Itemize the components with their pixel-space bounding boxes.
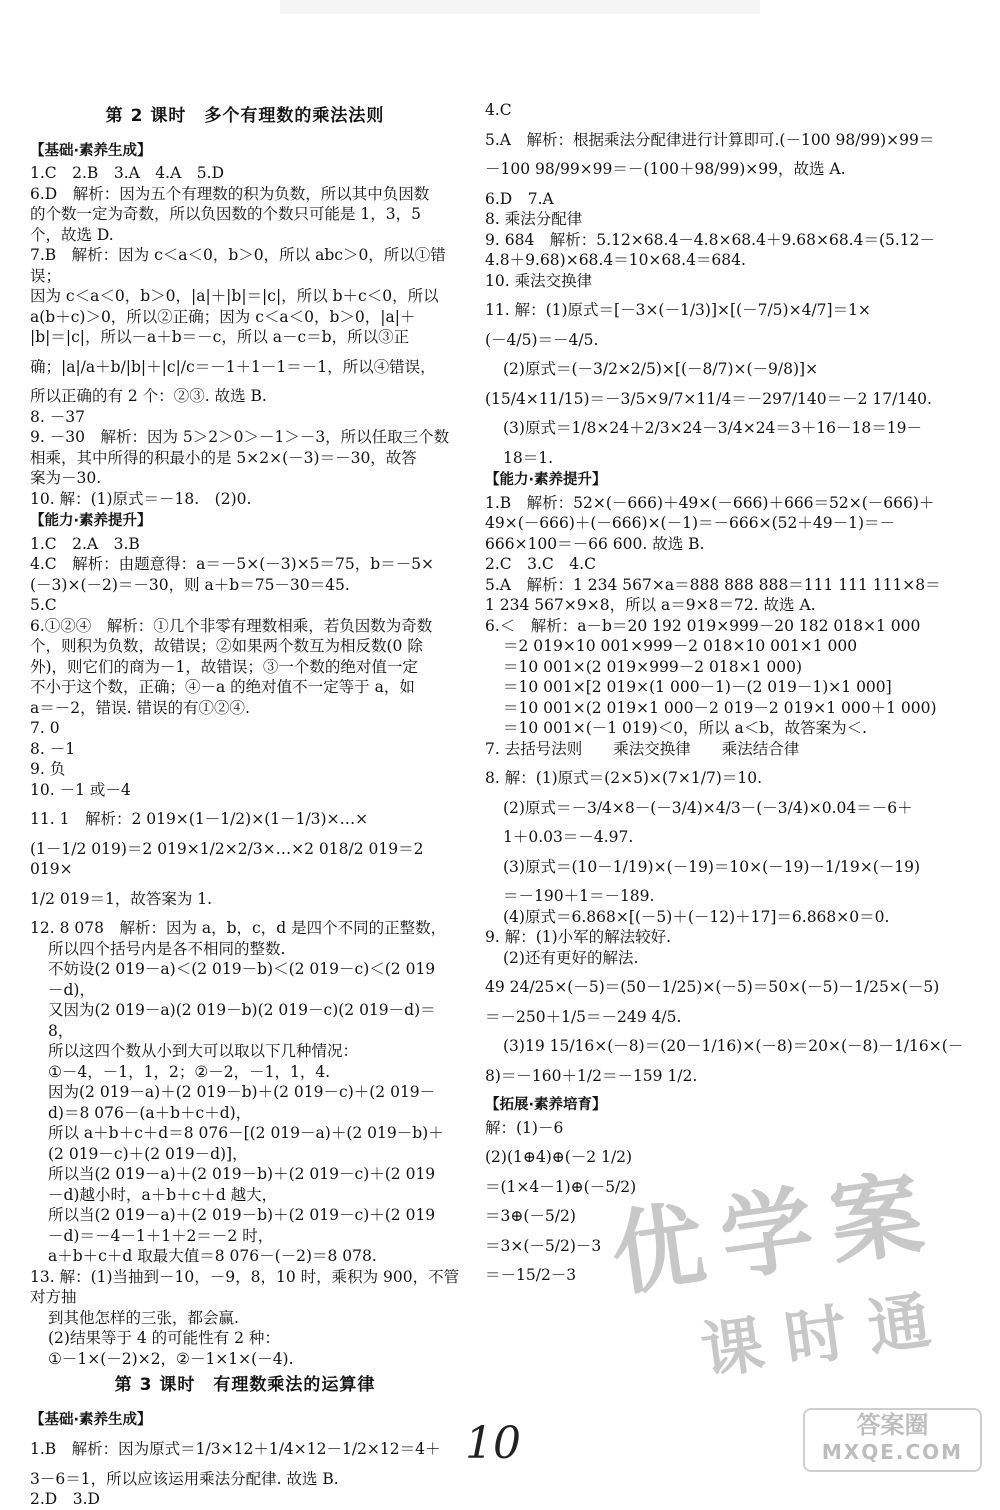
answer-line: 所以当(2 019－a)＋(2 019－b)＋(2 019－c)＋(2 019: [48, 1206, 436, 1224]
answer-line: 10. 乘法交换律: [485, 271, 593, 290]
answer-line: 49×(－666)＋(－666)×(－1)＝－666×(52＋49－1)＝－: [485, 514, 895, 532]
answer-line: 10. －1 或－4: [30, 780, 131, 799]
answer-line: a(b＋c)＞0，所以②正确；因为 c＜a＜0，b＞0，|a|＋: [30, 307, 416, 326]
logo-text: 答案圈: [856, 1411, 929, 1439]
answer-line: ＝－15/2－3: [485, 1266, 577, 1284]
answer-line: 666×100＝－66 600. 故选 B.: [485, 534, 705, 553]
watermark-title: 优学案: [605, 1156, 947, 1310]
answer-line: 6.①②④ 解析：①几个非零有理数相乘，若负因数为奇数: [30, 616, 433, 635]
answer-line: 因为 c＜a＜0，b＞0，|a|＋|b|＝|c|，所以 b＋c＜0，所以: [30, 287, 439, 305]
answer-line: －d)，: [48, 980, 95, 999]
answer-line: 13. 解：(1)当抽到－10，－9，8，10 时，乘积为 900，不管对方抽: [30, 1267, 460, 1306]
answer-line: 6.D 7.A: [485, 189, 554, 208]
answer-line: 7. 0: [30, 719, 60, 737]
answer-line: d)＝8 076－(a＋b＋c＋d)，: [48, 1103, 252, 1122]
answer-line: －d)越小时，a＋b＋c＋d 越大，: [48, 1185, 278, 1204]
site-logo: [803, 1408, 982, 1472]
answer-line: 所以当(2 019－a)＋(2 019－b)＋(2 019－c)＋(2 019: [48, 1165, 436, 1183]
answer-line: 9. 684 解析：5.12×68.4－4.8×68.4＋9.68×68.4＝(5.12－: [485, 230, 936, 249]
answer-line: (－3)×(－2)＝－30，则 a＋b＝75－30＝45.: [30, 575, 350, 594]
answer-line: 个，则积为负数，故错误；②如果两个数互为相反数(0 除: [30, 637, 423, 655]
answer-line: ＝3⊕(－5/2): [485, 1207, 576, 1225]
scan-artifact: [280, 0, 760, 14]
answer-line: 1.B 解析：因为原式＝1/3×12＋1/4×12－1/2×12＝4＋: [30, 1440, 441, 1458]
answer-line: (1－1/2 019)＝2 019×1/2×2/3×…×2 018/2 019＝2 019×: [30, 839, 429, 878]
answer-line: 1.B 解析：52×(－666)＋49×(－666)＋666＝52×(－666)＋: [485, 493, 935, 512]
answers-basic-2-cont: [485, 100, 965, 468]
answer-line: 2.D 3.D: [30, 1490, 100, 1508]
section-basic-2: 【基础·素养生成】: [30, 1411, 152, 1428]
answer-line: 8. －37: [30, 407, 85, 426]
answer-line: (2 019－c)＋(2 019－d)]，: [48, 1144, 248, 1163]
section-ability-right: 【能力·素养提升】: [485, 472, 607, 488]
answer-line: ＝－250＋1/5＝－249 4/5.: [485, 1007, 682, 1026]
answer-line: (3)19 15/16×(－8)＝(20－1/16)×(－8)＝20×(－8)－1/16×(－: [503, 1037, 964, 1055]
answer-line: 11. 解：(1)原式＝[－3×(－1/3)]×[(－7/5)×4/7]＝1×: [485, 301, 871, 319]
answer-line: 所以 a＋b＋c＋d＝8 076－[(2 019－a)＋(2 019－b)＋: [48, 1124, 444, 1142]
answer-line: ＝2 019×10 001×999－2 018×10 001×1 000: [503, 637, 858, 655]
lesson-title-2: 第 2 课时 多个有理数的乘法法则: [105, 106, 385, 126]
answer-line: ①－1×(－2)×2，②－1×1×(－4).: [48, 1349, 294, 1368]
answer-line: (3)原式＝1/8×24＋2/3×24－3/4×24＝3＋16－18＝19－: [503, 419, 922, 437]
answer-line: 49 24/25×(－5)＝(50－1/25)×(－5)＝50×(－5)－1/25×(－5): [485, 978, 940, 996]
answer-line: 1 234 567×9×8，所以 a＝9×8＝72. 故选 A.: [485, 596, 816, 614]
answer-line: 外)，则它们的商为－1，故错误；③一个数的绝对值一定: [30, 657, 418, 676]
answer-line: －d)＝－4－1＋1＋2＝－2 时，: [48, 1226, 274, 1245]
answer-line: 8. 乘法分配律: [485, 210, 583, 228]
answer-line: ＝(1×4－1)⊕(－5/2): [485, 1177, 637, 1196]
answer-line: a＋b＋c＋d 取最大值＝8 076－(－2)＝8 078.: [48, 1247, 377, 1265]
answer-line: 8，: [48, 1021, 74, 1040]
answer-line: 5.A 解析：1 234 567×a＝888 888 888＝111 111 111×8＝: [485, 575, 941, 594]
answer-line: 的个数一定为奇数，所以负因数的个数只可能是 1，3，5: [30, 205, 422, 223]
answer-line: 4.8＋9.68)×68.4＝10×68.4＝684.: [485, 251, 746, 269]
answer-line: 相乘，其中所得的积最小的是 5×2×(－3)＝－30，故答: [30, 448, 417, 467]
answer-line: 案为－30.: [30, 469, 102, 487]
answer-line: (15/4×11/15)＝－3/5×9/7×11/4＝－297/140＝－2 17/140.: [485, 389, 932, 408]
answer-line: 4.C 解析：由题意得：a＝－5×(－3)×5＝75，b＝－5×: [30, 555, 435, 573]
answer-line: 所以正确的有 2 个：②③. 故选 B.: [30, 387, 267, 405]
answer-line: 7. 去括号法则 乘法交换律 乘法结合律: [485, 739, 800, 758]
answer-line: ＝10 001×(－1 019)＜0，所以 a＜b，故答案为＜.: [503, 719, 868, 737]
answer-line: (2)结果等于 4 的可能性有 2 种：: [48, 1329, 280, 1347]
answer-line: 不妨设(2 019－a)＜(2 019－b)＜(2 019－c)＜(2 019: [48, 960, 436, 978]
answer-line: 1.C 2.A 3.B: [30, 534, 140, 553]
answer-line: ①－4，－1，1，2；②－2，－1，1，4.: [48, 1062, 331, 1081]
answer-line: 所以四个括号内是各不相同的整数.: [48, 939, 286, 958]
answer-line: (2)(1⊕4)⊕(－2 1/2): [485, 1148, 633, 1166]
answer-line: 1＋0.03＝－4.97.: [503, 828, 634, 846]
answer-line: －100 98/99×99＝－(100＋98/99)×99，故选 A.: [485, 160, 846, 178]
answer-line: (2)还有更好的解法.: [503, 948, 639, 967]
watermark-subtitle: 课时通: [696, 1280, 957, 1389]
answer-line: 5.C: [30, 596, 57, 614]
section-ability: 【能力·素养提升】: [30, 513, 152, 529]
answers-ability-right: [485, 493, 965, 1087]
answers-ability: [30, 534, 460, 1370]
right-column: [485, 100, 965, 1295]
answer-line: 6.D 解析：因为五个有理数的积为负数，所以其中负因数: [30, 184, 430, 203]
answer-line: 所以这四个数从小到大可以取以下几种情况：: [48, 1042, 359, 1060]
answer-line: 因为(2 019－a)＋(2 019－b)＋(2 019－c)＋(2 019－: [48, 1083, 436, 1101]
answer-line: 6.＜ 解析：a－b＝20 192 019×999－20 182 018×1 000: [485, 616, 921, 635]
answer-line: (2)原式＝(－3/2×2/5)×[(－8/7)×(－9/8)]×: [503, 360, 819, 378]
answer-line: ＝－190＋1＝－189.: [503, 887, 655, 905]
answer-line: 又因为(2 019－a)(2 019－b)(2 019－c)(2 019－d)＝: [48, 1001, 436, 1019]
answer-line: 2.C 3.C 4.C: [485, 555, 596, 573]
answer-line: 9. －30 解析：因为 5＞2＞0＞－1＞－3，所以任取三个数: [30, 428, 450, 446]
answer-line: 9. 负: [30, 760, 66, 778]
answer-line: 到其他怎样的三张，都会赢.: [48, 1308, 239, 1327]
answer-line: 8. －1: [30, 739, 76, 758]
lesson-title-3: 第 3 课时 有理数乘法的运算律: [114, 1375, 376, 1395]
answer-line: 4.C: [485, 101, 512, 119]
answer-line: 3－6＝1，所以应该运用乘法分配律. 故选 B.: [30, 1469, 339, 1488]
answer-line: (4)原式＝6.868×[(－5)＋(－12)＋17]＝6.868×0＝0.: [503, 907, 890, 926]
left-column: [30, 100, 460, 1510]
answer-line: ＝10 001×[2 019×(1 000－1)－(2 019－1)×1 000]: [503, 678, 892, 696]
page-number: 10: [465, 1418, 521, 1469]
answer-line: 12. 8 078 解析：因为 a，b，c，d 是四个不同的正整数，: [30, 919, 447, 937]
answer-line: 7.B 解析：因为 c＜a＜0，b＞0，所以 abc＞0，所以①错误；: [30, 246, 446, 285]
answer-line: 9. 解：(1)小军的解法较好.: [485, 928, 672, 946]
logo-url: MXQE.COM: [821, 1440, 964, 1464]
answer-line: 解：(1)－6: [485, 1118, 564, 1137]
answer-line: a＝－2，错误. 错误的有①②④.: [30, 698, 250, 717]
answer-line: (3)原式＝(10－1/19)×(－19)＝10×(－19)－1/19×(－19): [503, 857, 921, 876]
answers-basic-2: [30, 1439, 460, 1510]
answer-line: 8. 解：(1)原式＝(2×5)×(7×1/7)＝10.: [485, 769, 763, 787]
answer-line: 个，故选 D.: [30, 225, 114, 244]
section-basic: 【基础·素养生成】: [30, 142, 152, 159]
answer-line: 确；|a|/a＋b/|b|＋|c|/c＝－1＋1－1＝－1，所以④错误，: [30, 357, 436, 376]
answer-line: 5.A 解析：根据乘法分配律进行计算即可.(－100 98/99)×99＝: [485, 130, 935, 149]
answer-line: 18＝1.: [503, 448, 554, 467]
answer-line: (－4/5)＝－4/5.: [485, 330, 599, 349]
answer-line: 1/2 019＝1，故答案为 1.: [30, 889, 213, 908]
section-extension: 【拓展·素养培育】: [485, 1097, 607, 1113]
answer-line: 1.C 2.B 3.A 4.A 5.D: [30, 164, 225, 182]
answer-line: 8)＝－160＋1/2＝－159 1/2.: [485, 1066, 698, 1085]
answer-line: ＝10 001×(2 019×999－2 018×1 000): [503, 657, 802, 676]
answer-line: 11. 1 解析：2 019×(1－1/2)×(1－1/3)×…×: [30, 810, 369, 828]
answer-line: ＝3×(－5/2)－3: [485, 1236, 602, 1255]
answer-line: (2)原式＝－3/4×8－(－3/4)×4/3－(－3/4)×0.04＝－6＋: [503, 798, 913, 817]
answer-line: 不小于这个数，正确；④－a 的绝对值不一定等于 a，如: [30, 678, 415, 696]
answer-line: ＝10 001×(2 019×1 000－2 019－2 019×1 000＋1 000): [503, 698, 937, 717]
answer-line: 10. 解：(1)原式＝－18. (2)0.: [30, 489, 252, 508]
answers-basic: [30, 163, 460, 509]
answer-line: |b|＝|c|，所以－a＋b＝－c，所以 a－c＝b，所以③正: [30, 328, 410, 346]
